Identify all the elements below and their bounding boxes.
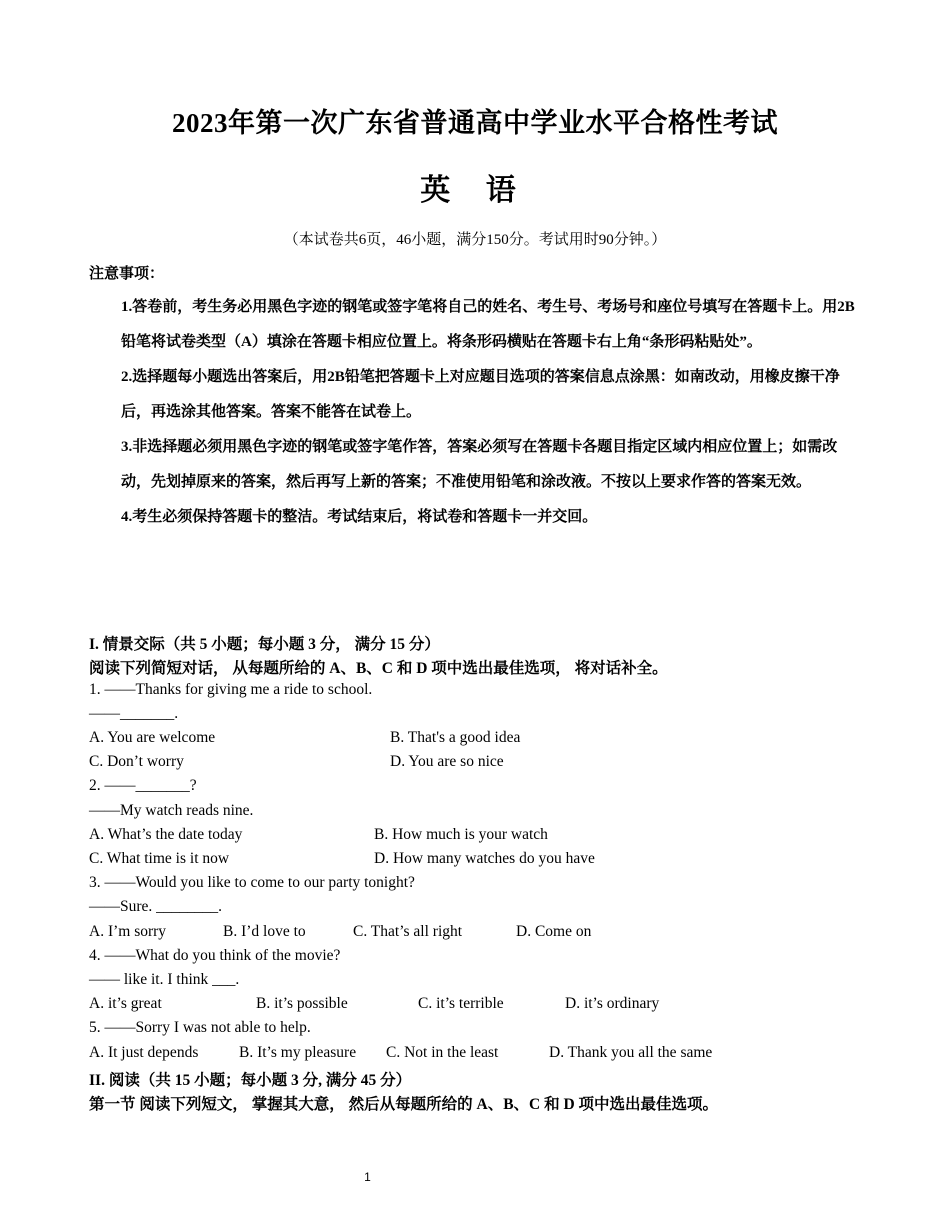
q3-line-2: ——Sure. ________. [89, 898, 223, 915]
q5-option-a: A. It just depends [89, 1044, 199, 1061]
q4-option-b: B. it’s possible [256, 995, 348, 1012]
q1-option-c: C. Don’t worry [89, 753, 184, 770]
q5-option-c: C. Not in the least [386, 1044, 499, 1061]
q5-line-1: 5. ——Sorry I was not able to help. [89, 1019, 311, 1036]
q2-line-2: ——My watch reads nine. [89, 802, 254, 819]
note-item-2: 2.选择题每小题选出答案后，用2B铅笔把答题卡上对应题目选项的答案信息点涂黑：如南改动，用橡皮擦干净后，再选涂其他答案。答案不能答在试卷上。 [121, 369, 840, 420]
q4-line-1: 4. ——What do you think of the movie? [89, 947, 341, 964]
q1-option-d: D. You are so nice [390, 753, 504, 770]
q1-line-1: 1. ——Thanks for giving me a ride to school. [89, 681, 373, 698]
q3-option-a: A. I’m sorry [89, 923, 167, 940]
section1-instruction: 阅读下列简短对话， 从每题所给的 A、B、C 和 D 项中选出最佳选项， 将对话补全。 [89, 660, 668, 677]
q3-option-c: C. That’s all right [353, 923, 463, 940]
q4-option-c: C. it’s terrible [418, 995, 504, 1012]
q2-line-1: 2. ——_______? [89, 777, 197, 794]
q3-line-1: 3. ——Would you like to come to our party tonight? [89, 874, 415, 891]
q1-option-a: A. You are welcome [89, 729, 216, 746]
exam-info: （本试卷共6页，46小题，满分150分。考试用时90分钟。） [283, 232, 667, 248]
q3-option-b: B. I’d love to [223, 923, 306, 940]
note-item-3: 3.非选择题必须用黑色字迹的钢笔或签字笔作答，答案必须写在答题卡各题目指定区域内相应位置上；如需改动，先划掉原来的答案，然后再写上新的答案；不准使用铅笔和涂改液。不按以上要求作答的答案无效。 [121, 439, 838, 490]
section2-part1: 第一节 阅读下列短文， 掌握其大意， 然后从每题所给的 A、B、C 和 D 项中选出最佳选项。 [89, 1096, 719, 1113]
exam-title: 2023年第一次广东省普通高中学业水平合格性考试 [172, 108, 778, 138]
q5-option-d: D. Thank you all the same [549, 1044, 713, 1061]
note-item-4: 4.考生必须保持答题卡的整洁。考试结束后，将试卷和答题卡一并交回。 [121, 509, 598, 525]
q2-option-c: C. What time is it now [89, 850, 230, 867]
section1-heading: I. 情景交际（共 5 小题；每小题 3 分， 满分 15 分） [89, 636, 440, 653]
q4-option-d: D. it’s ordinary [565, 995, 660, 1012]
note-item-1: 1.答卷前，考生务必用黑色字迹的钢笔或签字笔将自己的姓名、考生号、考场号和座位号填写在答题卡上。用2B铅笔将试卷类型（A）填涂在答题卡相应位置上。将条形码横贴在答题卡右上角“条形码粘贴处”。 [121, 299, 855, 350]
q4-line-2: —— like it. I think ___. [89, 971, 240, 988]
page-number: 1 [364, 1170, 371, 1184]
section2-heading: II. 阅读（共 15 小题；每小题 3 分, 满分 45 分） [89, 1072, 412, 1089]
q2-option-d: D. How many watches do you have [374, 850, 595, 867]
exam-subject: 英 语 [420, 174, 530, 207]
notes-heading: 注意事项： [89, 266, 165, 282]
q4-option-a: A. it’s great [89, 995, 162, 1012]
notes-list [121, 290, 866, 535]
q2-option-b: B. How much is your watch [374, 826, 548, 843]
q1-line-2: ——_______. [89, 705, 179, 722]
q5-option-b: B. It’s my pleasure [239, 1044, 357, 1061]
q3-option-d: D. Come on [516, 923, 592, 940]
q2-option-a: A. What’s the date today [89, 826, 243, 843]
q1-option-b: B. That's a good idea [390, 729, 521, 746]
